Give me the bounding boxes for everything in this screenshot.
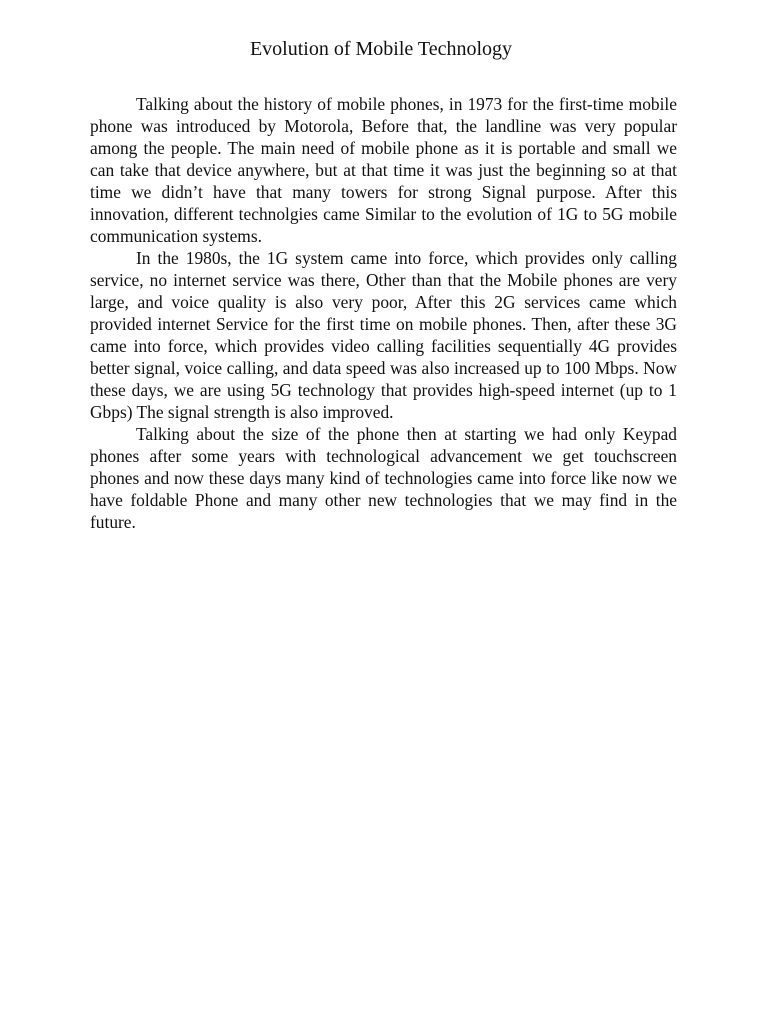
paragraph-generations: In the 1980s, the 1G system came into force, which provides only calling service, no internet service was there, Other than that the Mobile phones are very large, and voice quality is also very poor, After this 2G services came which provided internet Service for the first time on mobile phones. Then, after these 3G came into force, which provides video calling facilities sequentially 4G provides better signal, voice calling, and data speed was also increased up to 100 Mbps. Now these days, we are using 5G technology that provides high-speed internet (up to 1 Gbps) The signal strength is also improved. [90, 248, 677, 422]
paragraph-mobile-history: Talking about the history of mobile phones, in 1973 for the first-time mobile phone was introduced by Motorola, Before that, the landline was very popular among the people. The main need of mobile phone as it is portable and small we can take that device anywhere, but at that time it was just the beginning so at that time we didn’t have that many towers for strong Signal purpose. After this innovation, different technolgies came Similar to the evolution of 1G to 5G mobile communication systems. [90, 94, 677, 246]
paragraph-phone-size: Talking about the size of the phone then at starting we had only Keypad phones after some years with technological advancement we get touchscreen phones and now these days many kind of technologies came into force like now we have foldable Phone and many other new technologies that we may find in the future. [90, 424, 677, 532]
document-title: Evolution of Mobile Technology [249, 38, 513, 60]
document-body [90, 93, 677, 533]
